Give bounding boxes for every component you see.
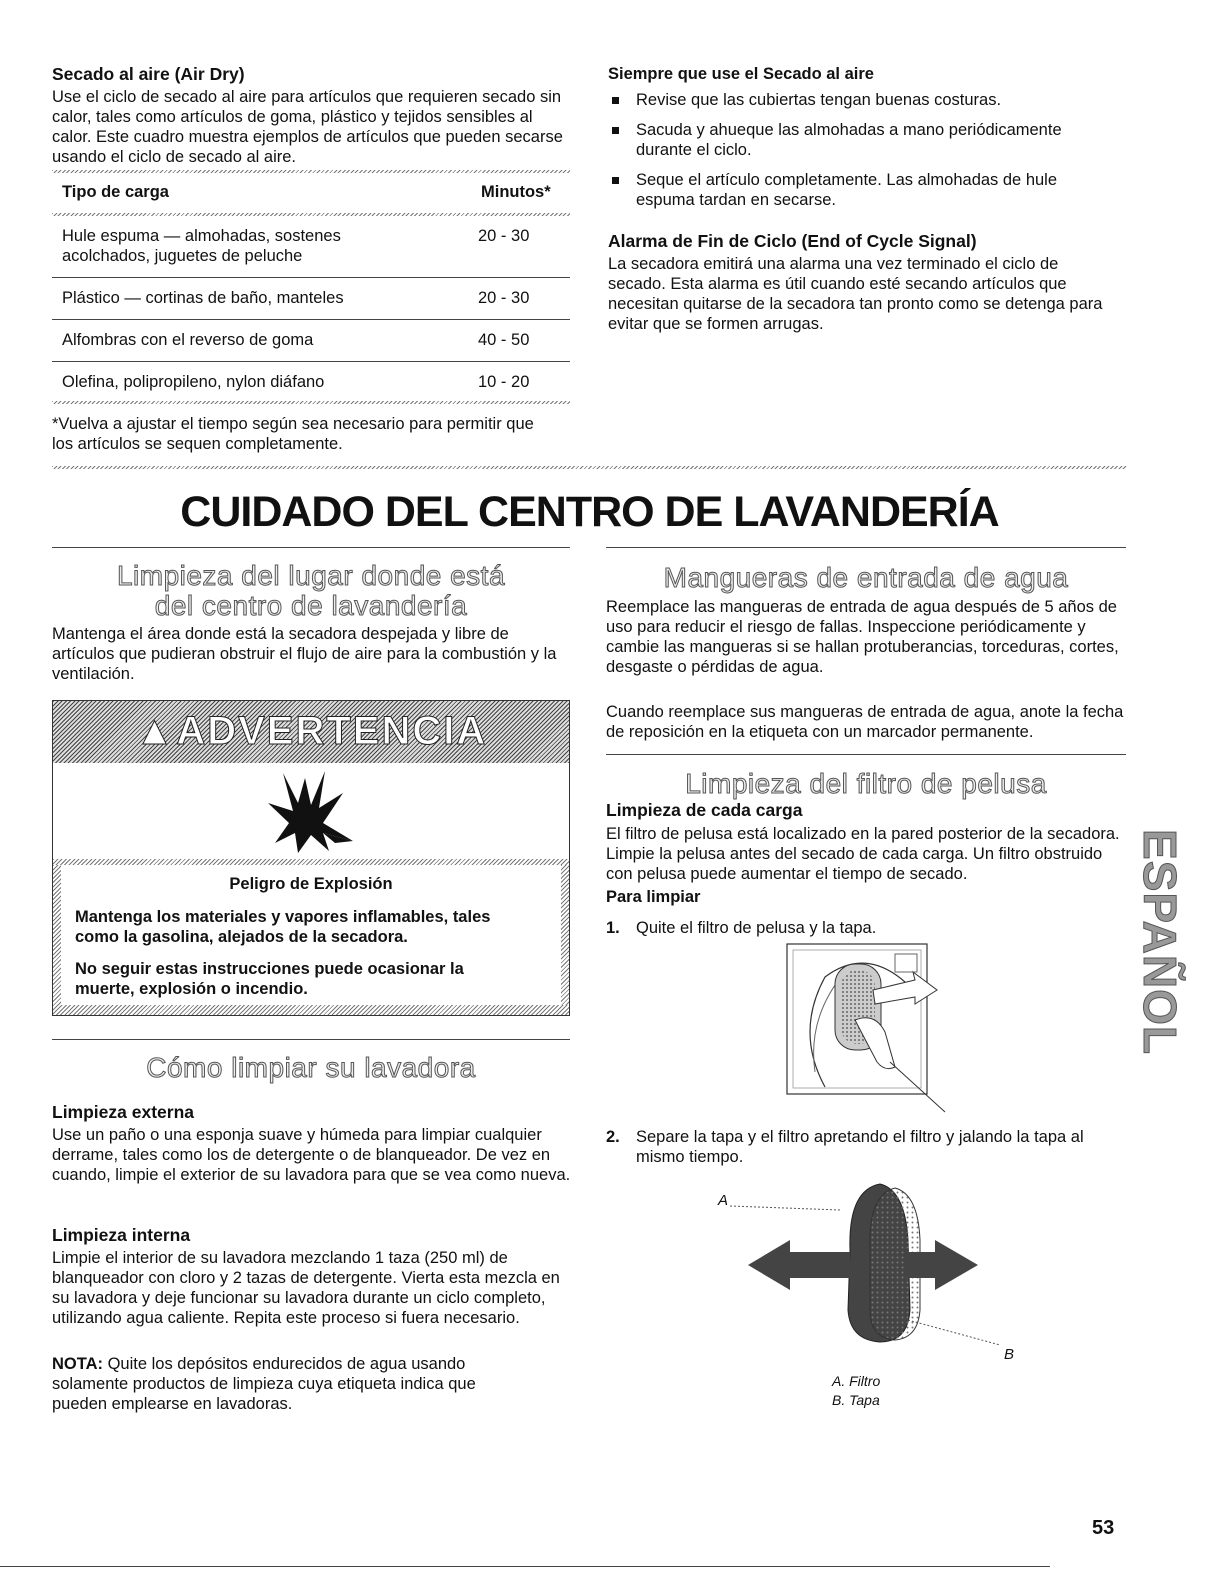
heading-top-rule xyxy=(52,466,1127,469)
table-header-rule xyxy=(52,213,570,216)
table-divider xyxy=(52,277,570,278)
section-rule xyxy=(52,547,570,548)
warning-line1: Mantenga los materiales y vapores inflamables, tales como la gasolina, alejados de la secadora. xyxy=(75,908,491,946)
lint-each-title: Limpieza de cada carga xyxy=(606,800,803,820)
note xyxy=(52,1354,532,1414)
table-cell-load: Olefina, polipropileno, nylon diáfano xyxy=(62,373,325,391)
label-a: A xyxy=(718,1192,729,1209)
ext-text: Use un paño o una esponja suave y húmeda para limpiar cualquier derrame, tales como los de detergente o de blanqueador. De vez en cuando, limpie el exterior de su lavadora para que se vea como nueva. xyxy=(52,1126,571,1184)
table-cell-minutes: 20 - 30 xyxy=(478,227,530,245)
table-header-minutes: Minutos* xyxy=(481,183,551,201)
section-rule xyxy=(52,1039,570,1040)
explosion-icon xyxy=(53,763,569,859)
list-item: Sacuda y ahueque las almohadas a mano periódicamente durante el ciclo. xyxy=(608,120,1118,160)
filter-and-cover-illustration xyxy=(730,1180,1010,1355)
caption-a: A. Filtro xyxy=(832,1373,881,1389)
area-title-line2: del centro de lavandería xyxy=(154,590,468,621)
step1-number: 1. xyxy=(606,919,620,937)
explosion-area xyxy=(53,763,569,859)
always-title: Siempre que use el Secado al aire xyxy=(608,65,874,83)
lint-title: Limpieza del filtro de pelusa xyxy=(685,768,1047,799)
lint-each-text: El filtro de pelusa está localizado en la pared posterior de la secadora. Limpie la pelusa antes del secado de cada carga. Un filtro obstruido con pelusa puede aumentar el tiempo de secado. xyxy=(606,825,1120,883)
ext-title: Limpieza externa xyxy=(52,1102,194,1122)
side-tab-label: ESPAÑOL xyxy=(1134,829,1186,1055)
air-dry-intro: Use el ciclo de secado al aire para artículos que requieren secado sin calor, tales como artículos de goma, plástico y tejidos sensibles al calor. Este cuadro muestra ejemplos de artículos que pueden secarse usando el ciclo de secado al aire. xyxy=(52,88,563,166)
step2-text: Separe la tapa y el filtro apretando el filtro y jalando la tapa al mismo tiempo. xyxy=(636,1128,1084,1166)
label-b: B xyxy=(1004,1346,1015,1363)
bottom-rule xyxy=(0,1566,1050,1567)
warning-subtitle: Peligro de Explosión xyxy=(229,875,393,893)
hoses-title: Mangueras de entrada de agua xyxy=(663,562,1069,593)
section-rule xyxy=(606,547,1126,548)
table-cell-minutes: 20 - 30 xyxy=(478,289,530,307)
table-cell-minutes: 10 - 20 xyxy=(478,373,530,391)
warning-triangle-icon: ▲ xyxy=(134,709,177,753)
table-cell-load: Hule espuma — almohadas, sostenes acolchados, juguetes de peluche xyxy=(62,227,341,265)
lint-filter-removal-illustration xyxy=(785,942,955,1117)
lint-clean-title: Para limpiar xyxy=(606,888,701,906)
washer-title: Cómo limpiar su lavadora xyxy=(146,1052,476,1083)
int-text: Limpie el interior de su lavadora mezclando 1 taza (250 ml) de blanqueador con cloro y 2 tazas de detergente. Vierta esta mezcla en su lavadora y deje funcionar su lavadora durante un ciclo completo, utilizando agua caliente. Repita este proceso si fuera necesario. xyxy=(52,1249,560,1327)
page-title: CUIDADO DEL CENTRO DE LAVANDERÍA xyxy=(180,488,999,536)
table-bottom-rule xyxy=(52,401,570,404)
always-list xyxy=(608,90,1118,220)
list-item: Revise que las cubiertas tengan buenas costuras. xyxy=(608,90,1118,110)
hoses-p2: Cuando reemplace sus mangueras de entrada de agua, anote la fecha de reposición en la etiqueta con un marcador permanente. xyxy=(606,703,1124,741)
note-label: NOTA: xyxy=(52,1355,104,1373)
table-divider xyxy=(52,361,570,362)
hoses-p1: Reemplace las mangueras de entrada de agua después de 5 años de uso para reducir el riesgo de fallas. Inspeccione periódicamente y cambie las mangueras si se hallan protuberancias, torceduras, cortes, desgaste o pérdidas de agua. xyxy=(606,598,1119,676)
alarm-title: Alarma de Fin de Ciclo (End of Cycle Signal) xyxy=(608,231,977,251)
area-text: Mantenga el área donde está la secadora despejada y libre de artículos que pudieran obstruir el flujo de aire para la combustión y la ventilación. xyxy=(52,625,557,683)
table-cell-load: Alfombras con el reverso de goma xyxy=(62,331,314,349)
area-title-line1: Limpieza del lugar donde está xyxy=(116,560,506,591)
table-divider xyxy=(52,319,570,320)
note-text: Quite los depósitos endurecidos de agua usando solamente productos de limpieza cuya etiqueta indica que pueden emplearse en lavadoras. xyxy=(52,1355,476,1413)
air-dry-title: Secado al aire (Air Dry) xyxy=(52,64,245,84)
int-title: Limpieza interna xyxy=(52,1225,191,1245)
page-number: 53 xyxy=(1092,1517,1115,1539)
caption-b: B. Tapa xyxy=(832,1392,880,1408)
table-top-rule xyxy=(52,170,570,173)
warning-banner-label: ADVERTENCIA xyxy=(176,709,488,753)
table-footnote: *Vuelva a ajustar el tiempo según sea necesario para permitir que los artículos se sequen completamente. xyxy=(52,415,534,453)
alarm-text: La secadora emitirá una alarma una vez terminado el ciclo de secado. Esta alarma es útil cuando esté secando artículos que necesitan quitarse de la secadora tan pronto como se detenga para evitar que se formen arrugas. xyxy=(608,255,1103,333)
step2-number: 2. xyxy=(606,1128,620,1146)
warning-box xyxy=(52,700,570,1016)
step1-text: Quite el filtro de pelusa y la tapa. xyxy=(636,919,877,937)
table-cell-load: Plástico — cortinas de baño, manteles xyxy=(62,289,344,307)
section-rule xyxy=(606,754,1126,755)
table-row xyxy=(62,226,392,266)
list-item: Seque el artículo completamente. Las almohadas de hule espuma tardan en secarse. xyxy=(608,170,1118,210)
table-cell-minutes: 40 - 50 xyxy=(478,331,530,349)
language-side-tab xyxy=(1130,820,1190,1060)
warning-line2: No seguir estas instrucciones puede ocasionar la muerte, explosión o incendio. xyxy=(75,960,464,998)
table-header-load: Tipo de carga xyxy=(62,183,169,201)
